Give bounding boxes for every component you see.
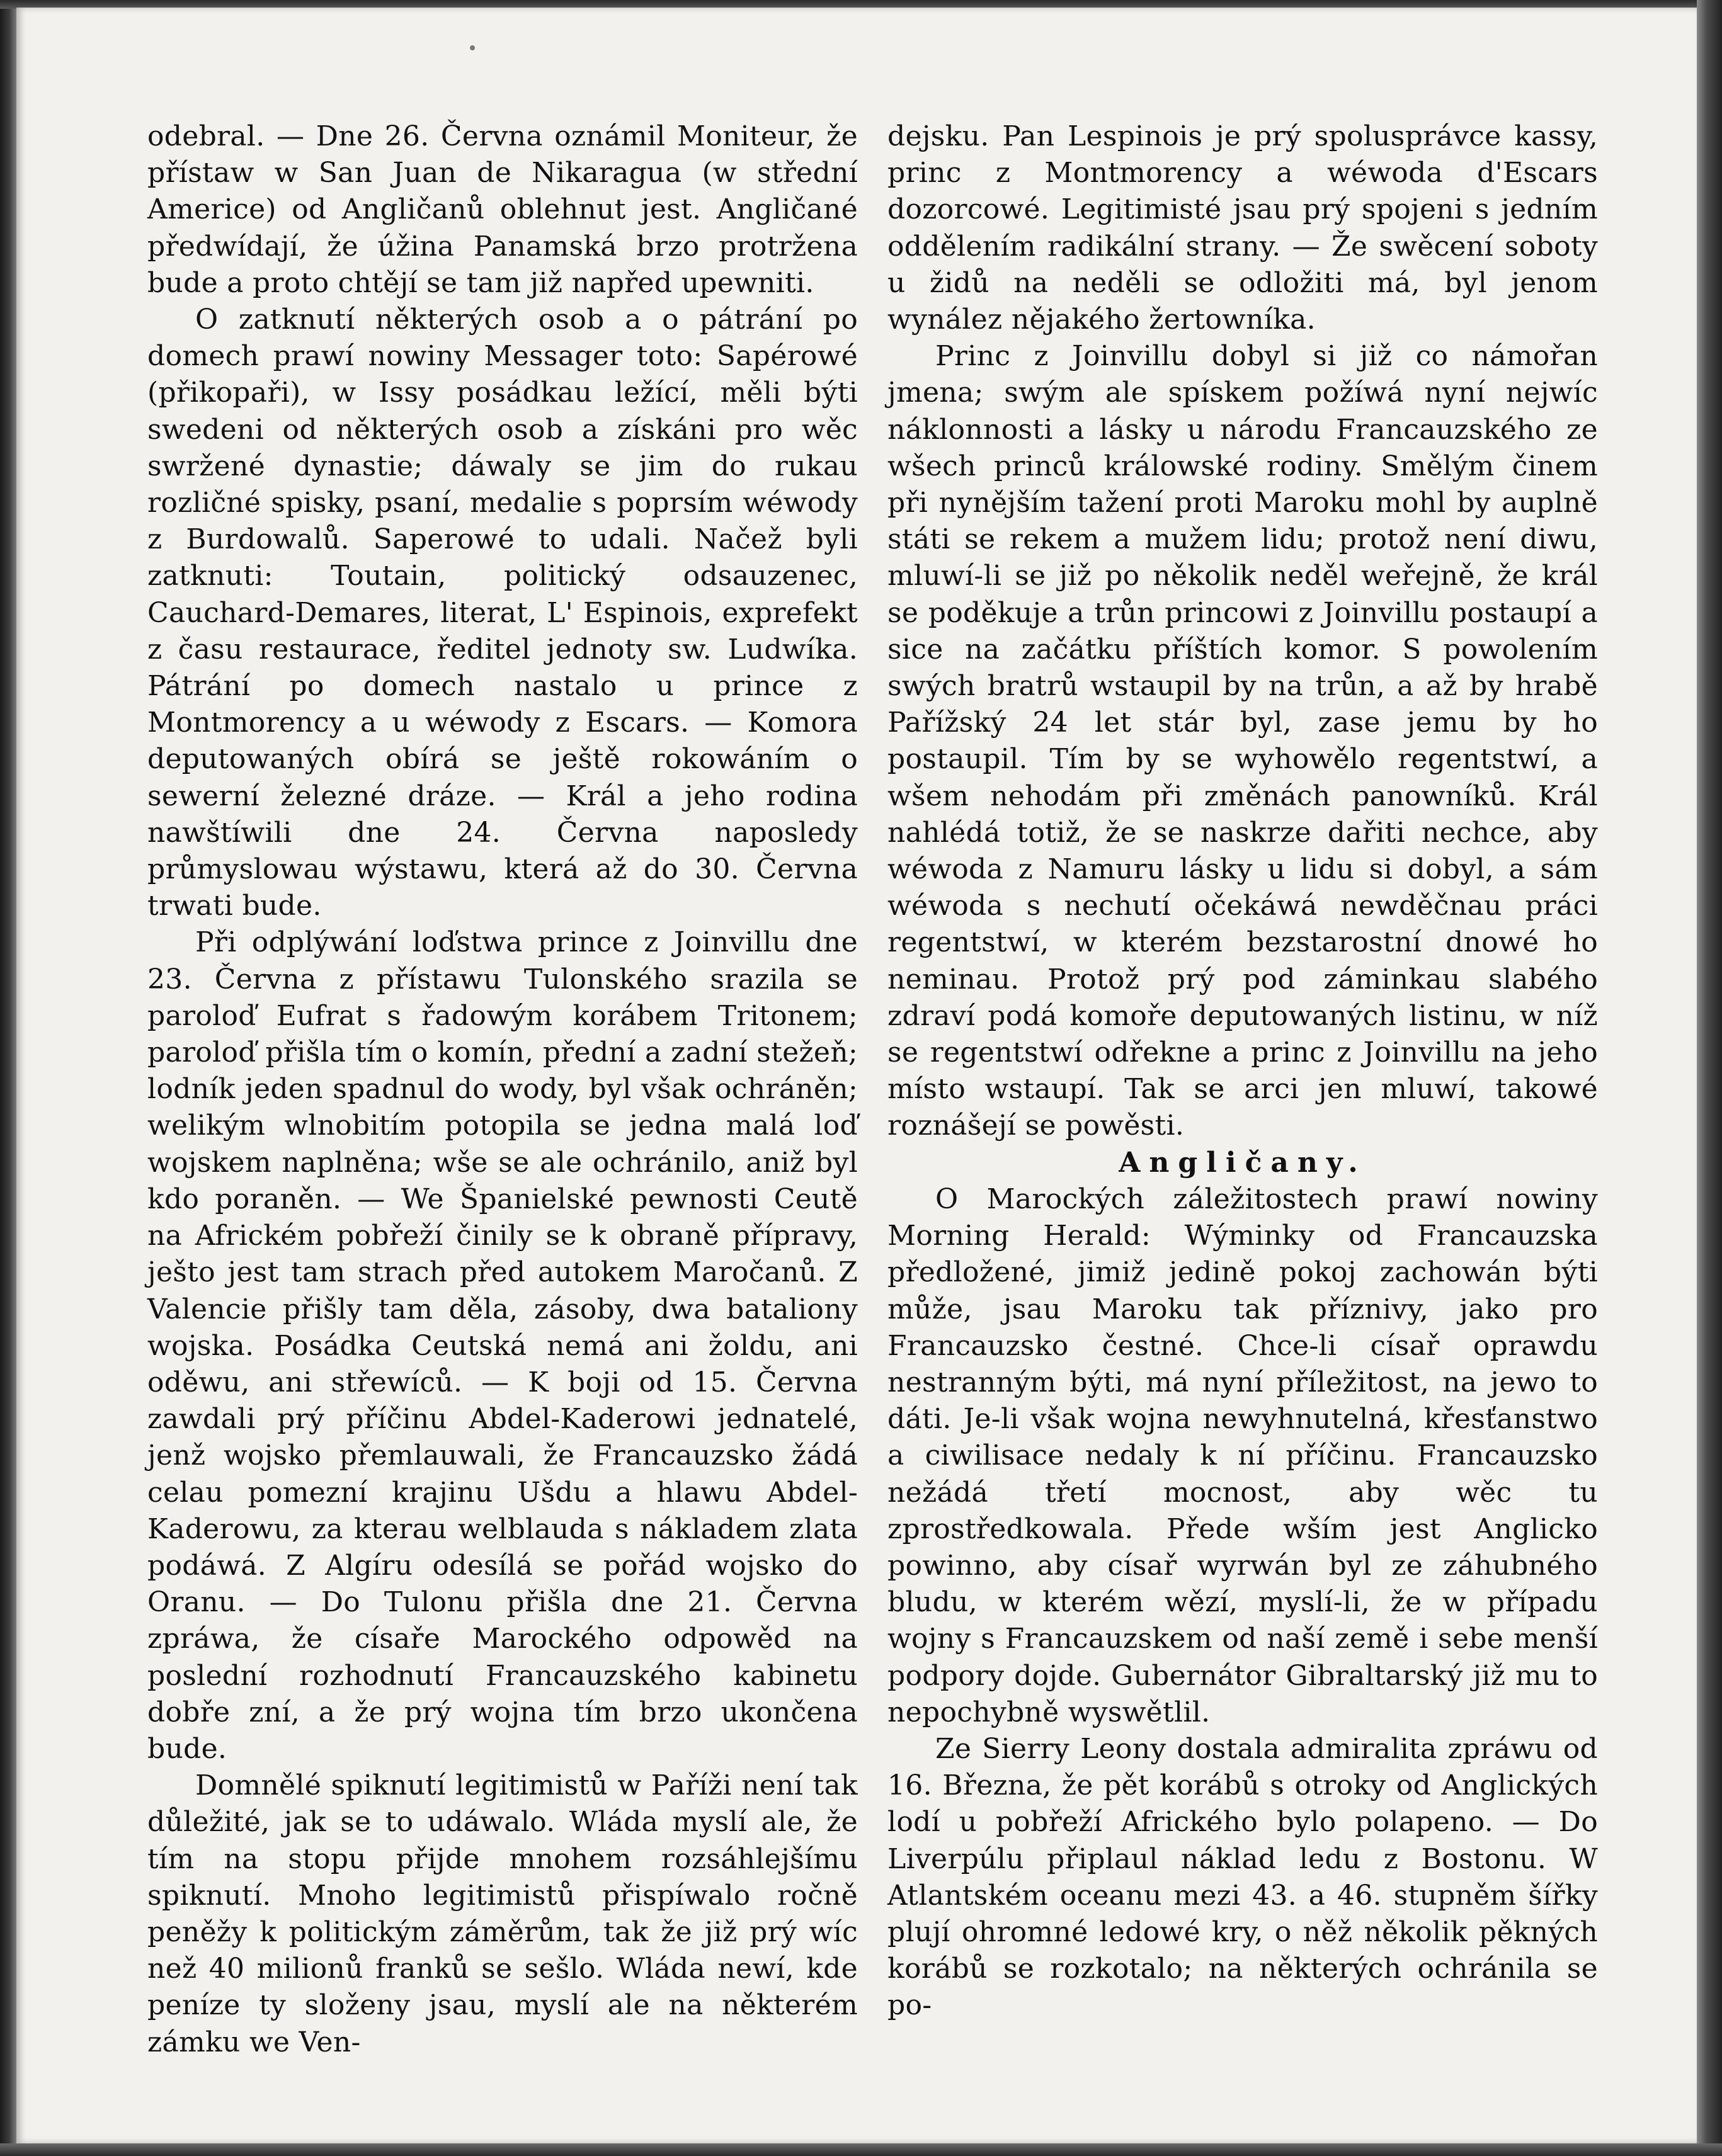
ink-speck bbox=[470, 45, 475, 50]
article-paragraph: O Marockých záležitostech prawí nowiny Morning Herald: Wýminky od Francauzska předložené, jimiž jedině pokoj zachowán býti může, jsau Maroku tak příznivy, jako pro Francauzsko čestné. Chce-li císař oprawdu nestranným býti, má nyní příležitost, na jewo to dáti. Je-li však wojna newyhnutelná, křesťanstwo a ciwilisace nedaly k ní příčinu. Francauzsko nežádá třetí mocnost, aby wěc tu zprostředkowala. Přede wším jest Anglicko powinno, aby císař wyrwán byl ze záhubného bludu, w kterém wězí, myslí-li, že w případu wojny s Francauzskem od naší země i sebe menší podpory dojde. Gubernátor Gibraltarský již mu to nepochybně wyswětlil. bbox=[887, 1183, 1598, 1728]
scan-edge-left bbox=[0, 0, 16, 2156]
right-column bbox=[887, 118, 1598, 2024]
newspaper-page bbox=[16, 8, 1697, 2143]
scan-edge-bottom bbox=[0, 2143, 1722, 2156]
left-column bbox=[147, 118, 858, 2061]
article-paragraph: odebral. — Dne 26. Června oznámil Moniteur, že přístaw w San Juan de Nikaragua (w střední Americe) od Angličanů oblehnut jest. Angličané předwídají, že úžina Panamská brzo protržena bude a proto chtějí se tam již napřed upewniti. bbox=[147, 120, 858, 299]
article-paragraph: Při odplýwání loďstwa prince z Joinvillu dne 23. Června z přístawu Tulonského srazila se paroloď Eufrat s řadowým korábem Tritonem; paroloď přišla tím o komín, přední a zadní stežeň; lodník jeden spadnul do wody, byl však ochráněn; welikým wlnobitím potopila se jedna malá loď wojskem naplněna; wše se ale ochránilo, aniž byl kdo poraněn. — We Španielské pewnosti Ceutě na Africkém pobřeží činily se k obraně přípravy, ješto jest tam strach před autokem Maročanů. Z Valencie přišly tam děla, zásoby, dwa bataliony wojska. Posádka Ceutská nemá ani žoldu, ani oděwu, ani střewíců. — K boji od 15. Června zawdali prý příčinu Abdel-Kaderowi jednatelé, jenž wojsko přemlauwali, že Francauzsko žádá celau pomezní krajinu Ušdu a hlawu Abdel-Kaderowu, za kterau welblauda s nákladem zlata podáwá. Z Algíru odesílá se pořád wojsko do Oranu. — Do Tulonu přišla dne 21. Června zpráwa, že císaře Marockého odpowěd na poslední rozhodnutí Francauzského kabinetu dobře zní, a že prý wojna tím brzo ukončena bude. bbox=[147, 926, 858, 1765]
article-paragraph: dejsku. Pan Lespinois je prý spolusprávce kassy, princ z Montmorency a wéwoda d'Escars dozorcowé. Legitimisté jsau prý spojeni s jedním oddělením radikální strany. — Že swěcení soboty u židů na neděli se odložiti má, byl jenom wynález nějakého žertowníka. bbox=[887, 120, 1598, 336]
section-heading-england: Angličany. bbox=[1119, 1146, 1367, 1179]
article-paragraph: Ze Sierry Leony dostala admiralita zpráwu od 16. Března, že pět korábů s otroky od Anglických lodí u pobřeží Afrického bylo polapeno. — Do Liverpúlu připlaul náklad ledu z Bostonu. W Atlantském oceanu mezi 43. a 46. stupněm šířky plují ohromné ledowé kry, o něž několik pěkných korábů se rozkotalo; na některých ochránila se po- bbox=[887, 1732, 1598, 2022]
article-paragraph: O zatknutí některých osob a o pátrání po domech prawí nowiny Messager toto: Sapérowé (přikopaři), w Issy posádkau ležící, měli býti swedeni od některých osob a získáni pro wěc swržené dynastie; dáwaly se jim do rukau rozličné spisky, psaní, medalie s poprsím wéwody z Burdowalů. Saperowé to udali. Načež byli zatknuti: Toutain, politický odsauzenec, Cauchard-Demares, literat, L' Espinois, exprefekt z času restaurace, ředitel jednoty sw. Ludwíka. Pátrání po domech nastalo u princе z Montmorency a u wéwody z Escars. — Komora deputowaných obírá se ještě rokowáním o sewerní železné dráze. — Král a jeho rodina nawštíwili dne 24. Června naposledy průmyslowau wýstawu, která až do 30. Června trwati bude. bbox=[147, 304, 858, 922]
scan-edge-right bbox=[1697, 0, 1722, 2156]
article-paragraph: Domnělé spiknutí legitimistů w Paříži není tak důležité, jak se to udáwalo. Wláda myslí ale, že tím na stopu přijde mnohem rozsáhlejšímu spiknutí. Mnoho legitimistů přispíwalo ročně peněžy k politickým záměrům, tak že již prý wíc než 40 milionů franků se sešlo. Wláda newí, kde peníze ty složeny jsau, myslí ale na některém zámku we Ven- bbox=[147, 1769, 858, 2058]
article-paragraph: Princ z Joinvillu dobyl si již co námořan jmena; swým ale spískem požíwá nyní nejwíc náklonnosti a lásky u národu Francauzského ze wšech princů králowské rodiny. Smělým činem při nynějším tažení proti Maroku mohl by auplně státi se rekem a mužem lidu; protož není diwu, mluwí-li se již po několik neděl weřejně, že král se poděkuje a trůn princowi z Joinvillu postaupí a sice na začátku příštích komor. S powolením swých bratrů wstaupil by na trůn, a až by hrabě Pařížský 24 let stár byl, zase jemu by ho postaupil. Tím by se wyhowělo regentstwí, a wšem nehodám při změnách panowníků. Král nahlédá totiž, že se naskrze dařiti nechce, aby wéwoda z Namuru lásky u lidu si dobyl, a sám wéwoda s nechutí očekáwá newděčnau práci regentstwí, w kterém bezstarostní dnowé ho neminau. Protož prý pod záminkau slabého zdraví podá komoře deputowaných listinu, w níž se regentstwí odřekne a princ z Joinvillu na jeho místo wstaupí. Tak se arci jen mluwí, takowé roznášejí se powěsti. bbox=[887, 340, 1598, 1142]
